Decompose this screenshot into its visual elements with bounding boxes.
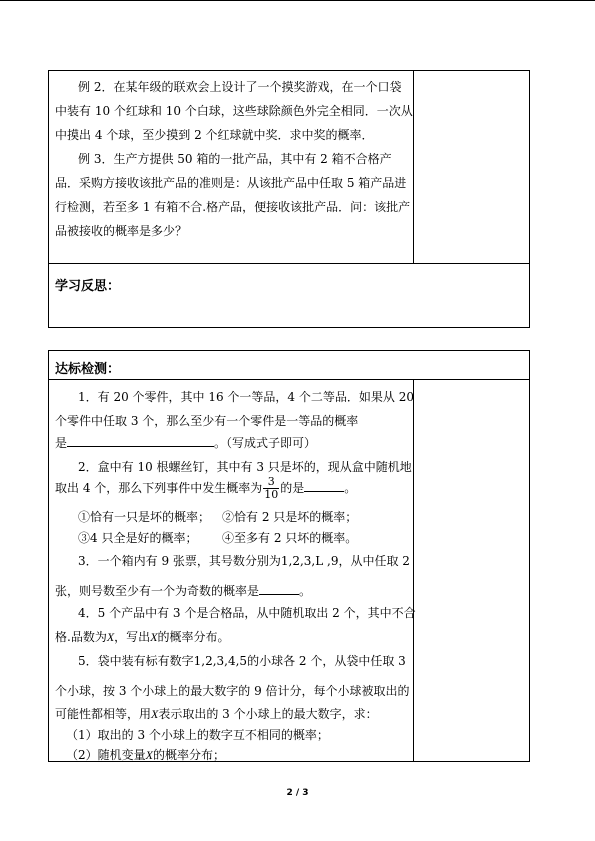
check-heading: 达标检测：: [55, 362, 121, 377]
example-2-line: 中装有 10 个红球和 10 个白球，这些球除颜色外完全相同．一次从: [55, 104, 413, 118]
top-rule: [0, 0, 595, 1]
question-4-text: 的概率分布。: [157, 630, 230, 644]
question-1-suffix: 。（写成式子即可）: [214, 436, 317, 450]
question-1-line: 1．有 20 个零件，其中 16 个一等品，4 个二等品．如果从 20: [78, 390, 414, 404]
example-2-line: 中摸出 4 个球，至少摸到 2 个红球就中奖．求中奖的概率．: [55, 128, 374, 142]
question-2-line: [55, 475, 356, 501]
question-4-text: ，写出: [114, 630, 151, 644]
question-3-prefix: 张，则号数至少有一个为奇数的概率是: [55, 584, 260, 598]
question-5-subpart: [66, 748, 225, 762]
question-2-option: ④至多有 2 只坏的概率。: [222, 531, 358, 545]
example-2-line: 例 2．在某年级的联欢会上设计了一个摸奖游戏，在一个口袋: [78, 80, 402, 94]
variable-x: X: [106, 630, 115, 644]
question-1-line: 个零件中任取 3 个，那么至少有一个零件是一等品的概率: [55, 414, 359, 428]
question-2-option: ②恰有 2 只是坏的概率；: [222, 510, 358, 524]
question-2-line: 2．盒中有 10 根螺丝钉，其中有 3 只是坏的，现从盒中随机地: [78, 460, 412, 474]
fraction-denominator: 10: [264, 488, 279, 501]
question-2-option: ③4 只全是好的概率；: [78, 531, 198, 545]
question-3-line: 3．一个箱内有 9 张票，其号数分别为1,2,3,L ,9，从中任取 2: [78, 554, 410, 568]
fraction: [263, 476, 279, 501]
example-3-line: 例 3．生产方提供 50 箱的一批产品，其中有 2 箱不合格产: [78, 152, 392, 166]
answer-blank[interactable]: [304, 480, 344, 492]
question-3-line: [55, 583, 311, 598]
question-3-end: 。: [299, 584, 312, 598]
question-5-subtext: 的概率分布；: [152, 748, 225, 762]
question-5-text: 可能性都相等，用: [55, 707, 152, 721]
question-5-line: 个小球，按 3 个小球上的最大数字的 9 倍计分，每个小球被取出的: [55, 684, 410, 698]
page-number: 2 / 3: [286, 788, 309, 798]
table-row-divider: [48, 263, 530, 264]
question-4-line: [55, 630, 230, 644]
question-1-line: [55, 435, 316, 450]
variable-x: X: [150, 630, 158, 644]
question-5-subpart: （1）取出的 3 个小球上的数字互不相同的概率；: [66, 728, 329, 742]
question-4-line: 4．5 个产品中有 3 个是合格品，从中随机取出 2 个，其中不合: [78, 606, 416, 620]
question-5-subtext: （2）随机变量: [66, 748, 146, 762]
answer-blank[interactable]: [67, 435, 214, 447]
reflection-heading: 学习反思：: [55, 279, 121, 294]
table-column-divider: [413, 70, 414, 264]
fraction-numerator: 3: [263, 476, 279, 489]
variable-x: X: [145, 748, 153, 762]
question-2-suffix: 的是: [280, 481, 305, 495]
answer-blank[interactable]: [259, 583, 299, 595]
question-2-option: ①恰有一只是坏的概率；: [78, 510, 211, 524]
question-2-end: 。: [344, 481, 357, 495]
question-5-line: [55, 707, 378, 721]
example-3-line: 品被接收的概率是多少？: [55, 224, 188, 238]
question-5-text: 表示取出的 3 个小球上的最大数字，求：: [158, 707, 378, 721]
question-5-line: 5．袋中装有标有数字1,2,3,4,5的小球各 2 个，从袋中任取 3: [78, 654, 406, 668]
check-column-divider: [413, 379, 414, 762]
question-1-prefix: 是: [55, 436, 68, 450]
variable-x: X: [151, 707, 159, 721]
example-3-line: 品．采购方接收该批产品的准则是：从该批产品中任取 5 箱产品进: [55, 176, 407, 190]
example-3-line: 行检测，若至多 1 有箱不合.格产品，便接收该批产品．问：该批产: [55, 200, 411, 214]
question-2-prefix: 取出 4 个，那么下列事件中发生概率为: [55, 481, 263, 495]
check-heading-divider: [48, 379, 530, 380]
question-4-text: 格.品数为: [55, 630, 107, 644]
